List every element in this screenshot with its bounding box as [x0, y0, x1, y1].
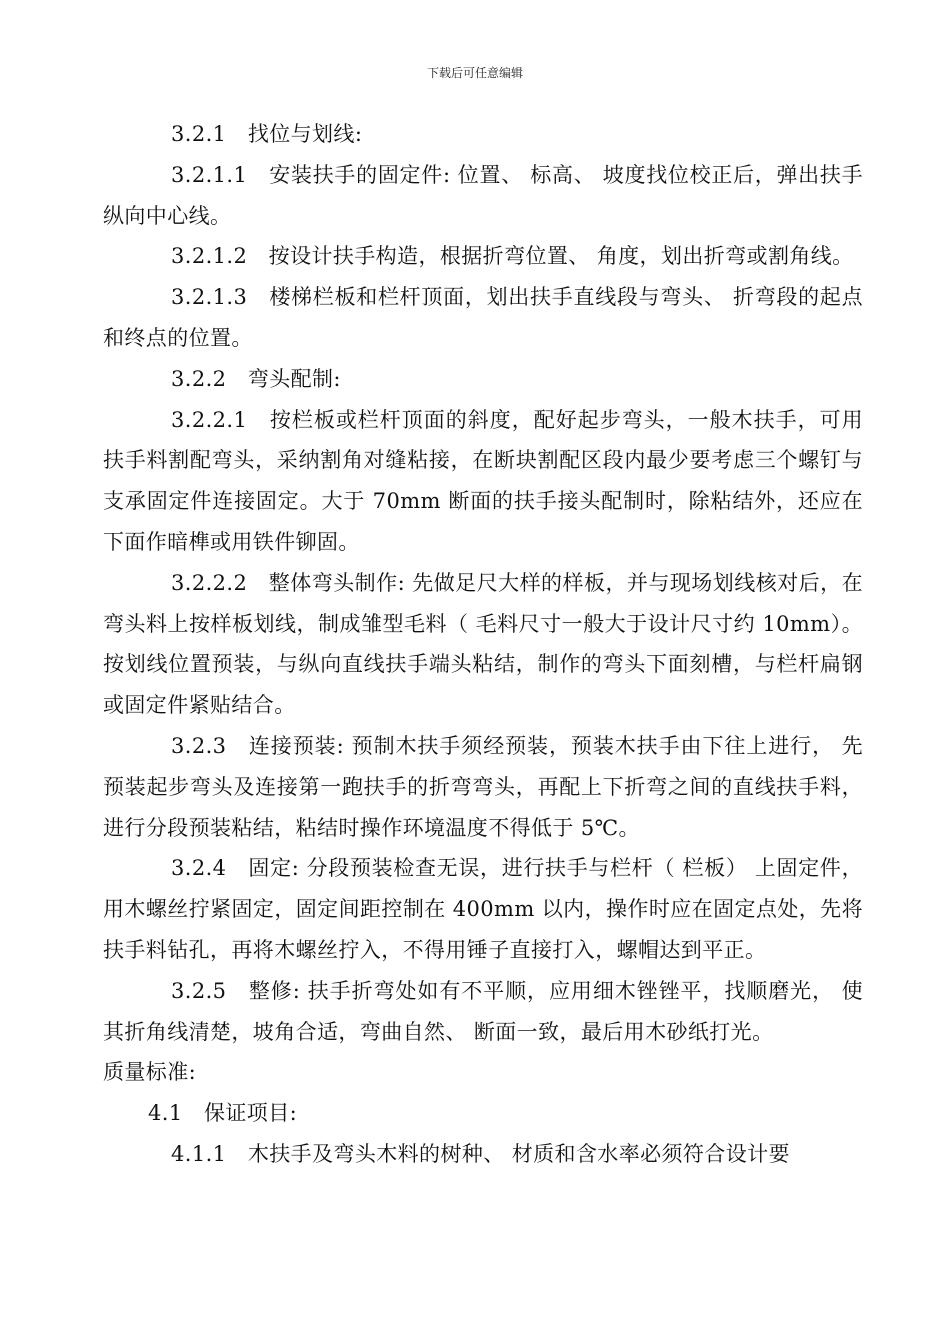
page-header: 下载后可任意编辑	[426, 66, 523, 80]
paragraph-3-2-2-2: 3.2.2.2 整体弯头制作: 先做足尺大样的样板，并与现场划线核对后，在弯头料上按样板划线，制成雏型毛料（ 毛料尺寸一般大于设计尺寸约 10mm）。按划线位置预装，与纵向直线扶手端头粘结，制作的弯头下面刻槽，与栏杆扁钢或固定件紧贴结合。	[103, 570, 863, 718]
paragraph-3-2-1: 3.2.1 找位与划线:	[171, 122, 363, 146]
paragraph-3-2-2: 3.2.2 弯头配制:	[171, 366, 341, 391]
document-body	[103, 114, 863, 1175]
paragraph-3-2-1-1: 3.2.1.1 安装扶手的固定件: 位置、 标高、 坡度找位校正后，弹出扶手纵向中心线。	[103, 162, 863, 228]
paragraph-3-2-1-3: 3.2.1.3 楼梯栏板和栏杆顶面，划出扶手直线段与弯头、 折弯段的起点和终点的位置。	[103, 285, 863, 350]
paragraph-4-1: 4.1 保证项目:	[148, 1101, 298, 1126]
paragraph-4-1-1: 4.1.1 木扶手及弯头木料的树种、 材质和含水率必须符合设计要	[171, 1141, 790, 1166]
paragraph-3-2-4: 3.2.4 固定: 分段预装检查无误，进行扶手与栏杆（ 栏板） 上固定件，用木螺丝拧紧固定，固定间距控制在 400mm 以内，操作时应在固定点处，先将扶手料钻孔，再将木螺丝拧入，不得用锤子直接打入，螺帽达到平正。	[103, 856, 863, 962]
paragraph-3-2-5: 3.2.5 整修: 扶手折弯处如有不平顺，应用细木锉锉平，找顺磨光， 使其折角线清楚，坡角合适，弯曲自然、 断面一致，最后用木砂纸打光。	[103, 978, 863, 1044]
paragraph-3-2-3: 3.2.3 连接预装: 预制木扶手须经预装，预装木扶手由下往上进行， 先预装起步弯头及连接第一跑扶手的折弯弯头，再配上下折弯之间的直线扶手料，进行分段预装粘结，粘结时操作环境温度不得低于 5℃。	[103, 733, 863, 840]
section-heading-quality-standard: 质量标准:	[103, 1060, 197, 1085]
paragraph-3-2-1-2: 3.2.1.2 按设计扶手构造，根据折弯位置、 角度，划出折弯或割角线。	[171, 244, 854, 269]
paragraph-3-2-2-1: 3.2.2.1 按栏板或栏杆顶面的斜度，配好起步弯头，一般木扶手，可用扶手料割配弯头，采纳割角对缝粘接，在断块割配区段内最少要考虑三个螺钉与支承固定件连接固定。大于 70mm 断面的扶手接头配制时，除粘结外，还应在下面作暗榫或用铁件铆固。	[103, 407, 863, 554]
